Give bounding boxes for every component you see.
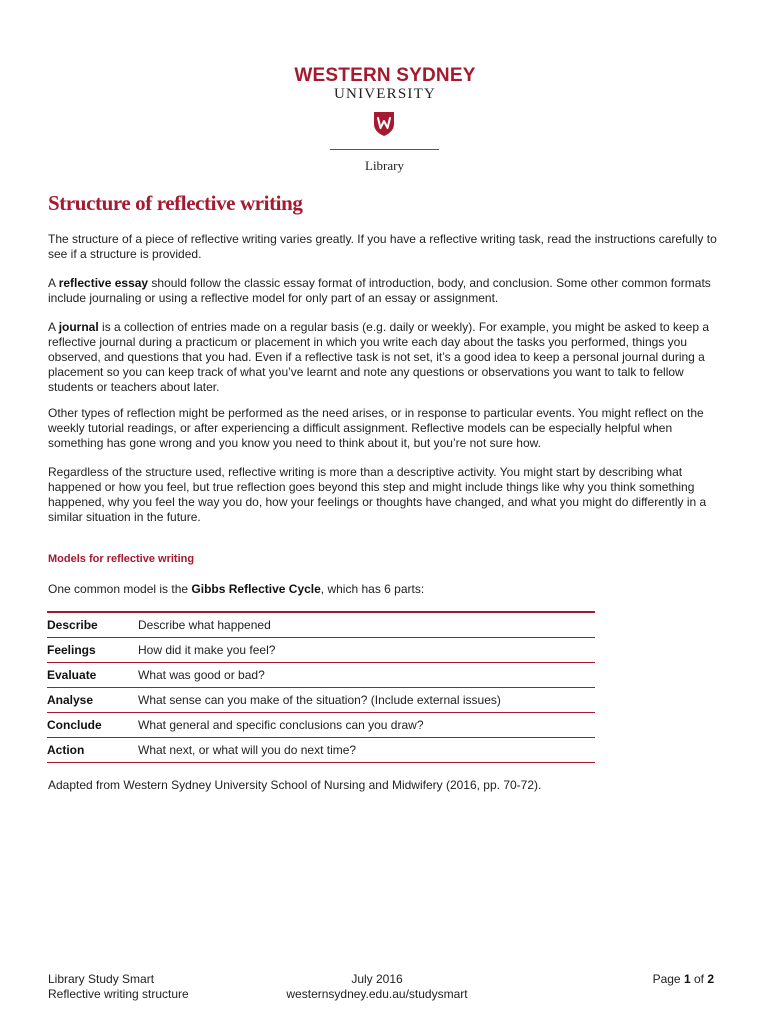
footer-page-number: [653, 972, 714, 987]
table-row: [47, 663, 595, 688]
page-total: 2: [707, 972, 714, 986]
gibbs-description: Describe what happened: [138, 612, 595, 638]
text-run: A: [48, 320, 59, 334]
university-logo: [270, 66, 500, 103]
gibbs-description: What next, or what will you do next time?: [138, 738, 595, 763]
page-title: Structure of reflective writing: [48, 191, 303, 215]
logo-divider: [330, 149, 439, 150]
gibbs-step: Conclude: [47, 713, 138, 738]
paragraph-regardless: Regardless of the structure used, reflective writing is more than a descriptive activity. You might start by describing what happened or how you feel, but true reflection goes beyond this step and might include things like why you think something happened, why you feel the way you do, how your feelings or thoughts have changed, and what you might do differently in a similar situation in the future.: [48, 465, 707, 524]
section-heading-models: Models for reflective writing: [48, 553, 195, 565]
footer-center: [280, 972, 474, 1002]
gibbs-step: Analyse: [47, 688, 138, 713]
footer-date: July 2016: [351, 972, 403, 986]
gibbs-step: Feelings: [47, 638, 138, 663]
footer-series: Library Study Smart: [48, 972, 155, 986]
term-journal: journal: [58, 320, 99, 334]
footer-doc-title: Reflective writing structure: [48, 987, 189, 1001]
page-label: Page: [652, 972, 684, 986]
paragraph-intro: The structure of a piece of reflective writing varies greatly. If you have a reflective writing task, read the instructions carefully to see if a structure is provided.: [48, 232, 717, 261]
gibbs-description: What was good or bad?: [138, 663, 595, 688]
term-gibbs-cycle: Gibbs Reflective Cycle: [191, 582, 321, 596]
footer-left: [48, 972, 189, 1002]
table-row: [47, 713, 595, 738]
table-row: [47, 688, 595, 713]
page-current: 1: [683, 972, 691, 986]
table-source-note: Adapted from Western Sydney University School of Nursing and Midwifery (2016, pp. 70-72).: [48, 778, 542, 792]
page-of: of: [690, 972, 708, 986]
gibbs-description: What general and specific conclusions can you draw?: [138, 713, 595, 738]
paragraph-reflective-essay: [48, 276, 728, 306]
university-shield-icon: [373, 111, 395, 137]
paragraph-gibbs-intro: [48, 582, 728, 597]
table-row: [47, 738, 595, 763]
logo-wordmark-line1: WESTERN SYDNEY: [294, 65, 476, 86]
paragraph-journal: [48, 320, 728, 395]
text-run: A: [48, 276, 59, 290]
gibbs-description: How did it make you feel?: [138, 638, 595, 663]
gibbs-description: What sense can you make of the situation? (Include external issues): [138, 688, 595, 713]
text-run: One common model is the: [48, 582, 192, 596]
table-row: [47, 638, 595, 663]
table-row: [47, 612, 595, 638]
gibbs-step: Describe: [47, 612, 138, 638]
library-label: Library: [365, 158, 404, 173]
gibbs-cycle-table: [47, 611, 595, 763]
text-run: , which has 6 parts:: [320, 582, 425, 596]
term-reflective-essay: reflective essay: [58, 276, 149, 290]
text-run: should follow the classic essay format of introduction, body, and conclusion. Some other common formats include journaling or using a reflective model for only part of an essay or assignment.: [48, 276, 711, 305]
gibbs-step: Evaluate: [47, 663, 138, 688]
gibbs-step: Action: [47, 738, 138, 763]
paragraph-other-types: Other types of reflection might be performed as the need arises, or in response to particular events. You might reflect on the weekly tutorial readings, or after experiencing a difficult assignment. Reflective models can be especially helpful when something has gone wrong and you know you need to think about it, but you’re not sure how.: [48, 406, 704, 450]
text-run: is a collection of entries made on a regular basis (e.g. daily or weekly). For example, you might be asked to keep a reflective journal during a practicum or placement in which you write each day about the tasks you performed, things you observed, and questions that you had. Even if a reflective task is not set, it’s a good idea to keep a personal journal during a placement so you can keep track of what you’ve learnt and note any questions or observations you want to talk to fellow students or teachers about later.: [48, 320, 710, 394]
logo-wordmark-line2: UNIVERSITY: [334, 86, 436, 102]
footer-url: westernsydney.edu.au/studysmart: [286, 987, 468, 1001]
